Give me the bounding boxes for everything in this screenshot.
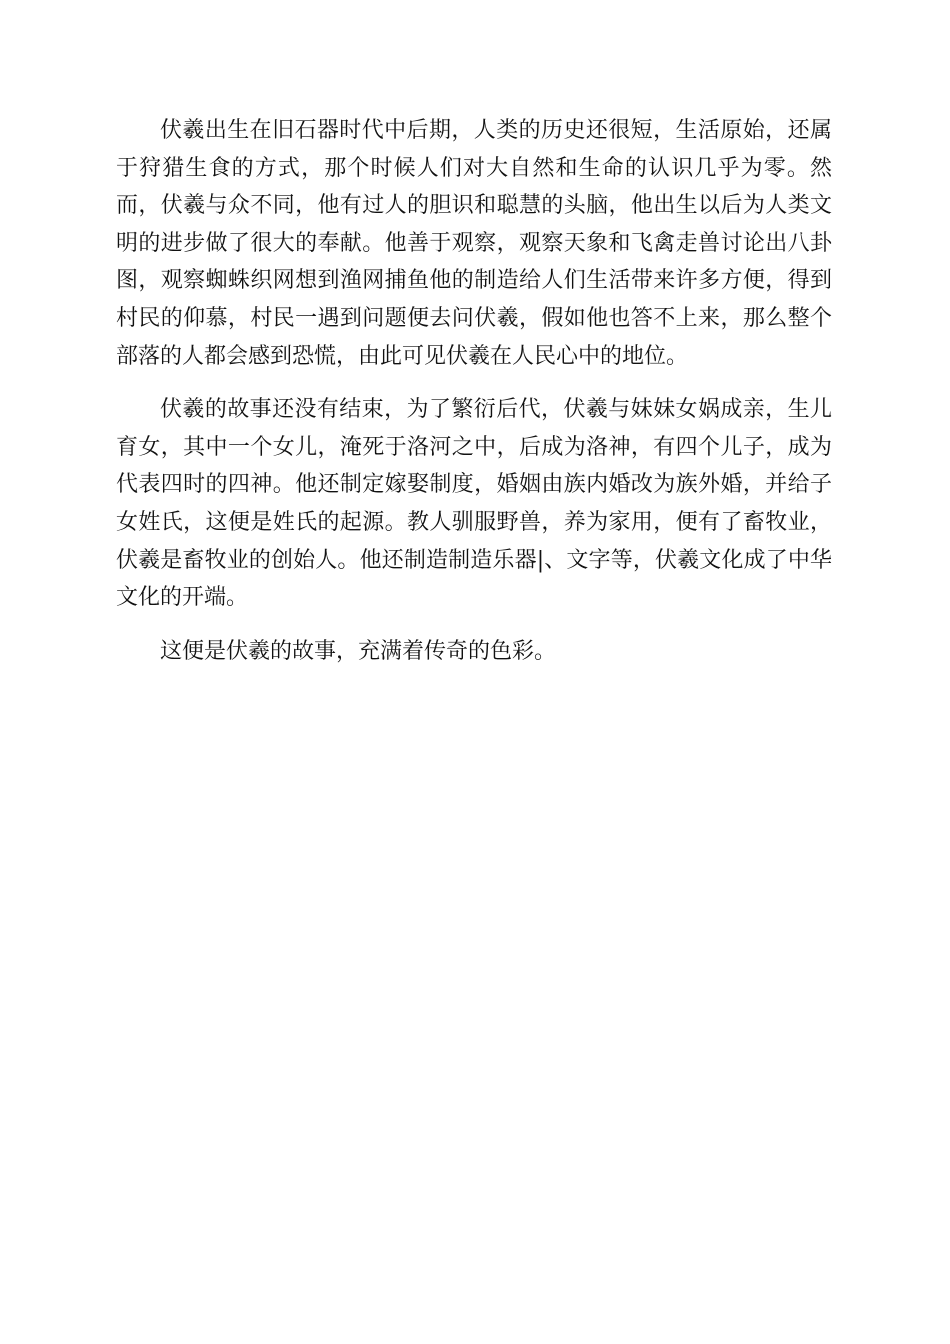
paragraph-2: 伏羲的故事还没有结束，为了繁衍后代，伏羲与妹妹女娲成亲，生儿育女，其中一个女儿，淹死于洛河之中，后成为洛神，有四个儿子，成为代表四时的四神。他还制定嫁娶制度，婚姻由族内婚改为族外婚，并给子女姓氏，这便是姓氏的起源。教人驯服野兽，养为家用，便有了畜牧业，伏羲是畜牧业的创始人。他还制造制造乐器|、文字等，伏羲文化成了中华文化的开端。	[116, 397, 832, 611]
paragraph-1: 伏羲出生在旧石器时代中后期，人类的历史还很短，生活原始，还属于狩猎生食的方式，那个时候人们对大自然和生命的认识几乎为零。然而，伏羲与众不同，他有过人的胆识和聪慧的头脑，他出生以后为人类文明的进步做了很大的奉献。他善于观察，观察天象和飞禽走兽讨论出八卦图，观察蜘蛛织网想到渔网捕鱼他的制造给人们生活带来许多方便，得到村民的仰慕，村民一遇到问题便去问伏羲，假如他也答不上来，那么整个部落的人都会感到恐慌，由此可见伏羲在人民心中的地位。	[116, 118, 832, 369]
paragraph-3: 这便是伏羲的故事，充满着传奇的色彩。	[160, 638, 557, 664]
document-body	[116, 112, 832, 670]
